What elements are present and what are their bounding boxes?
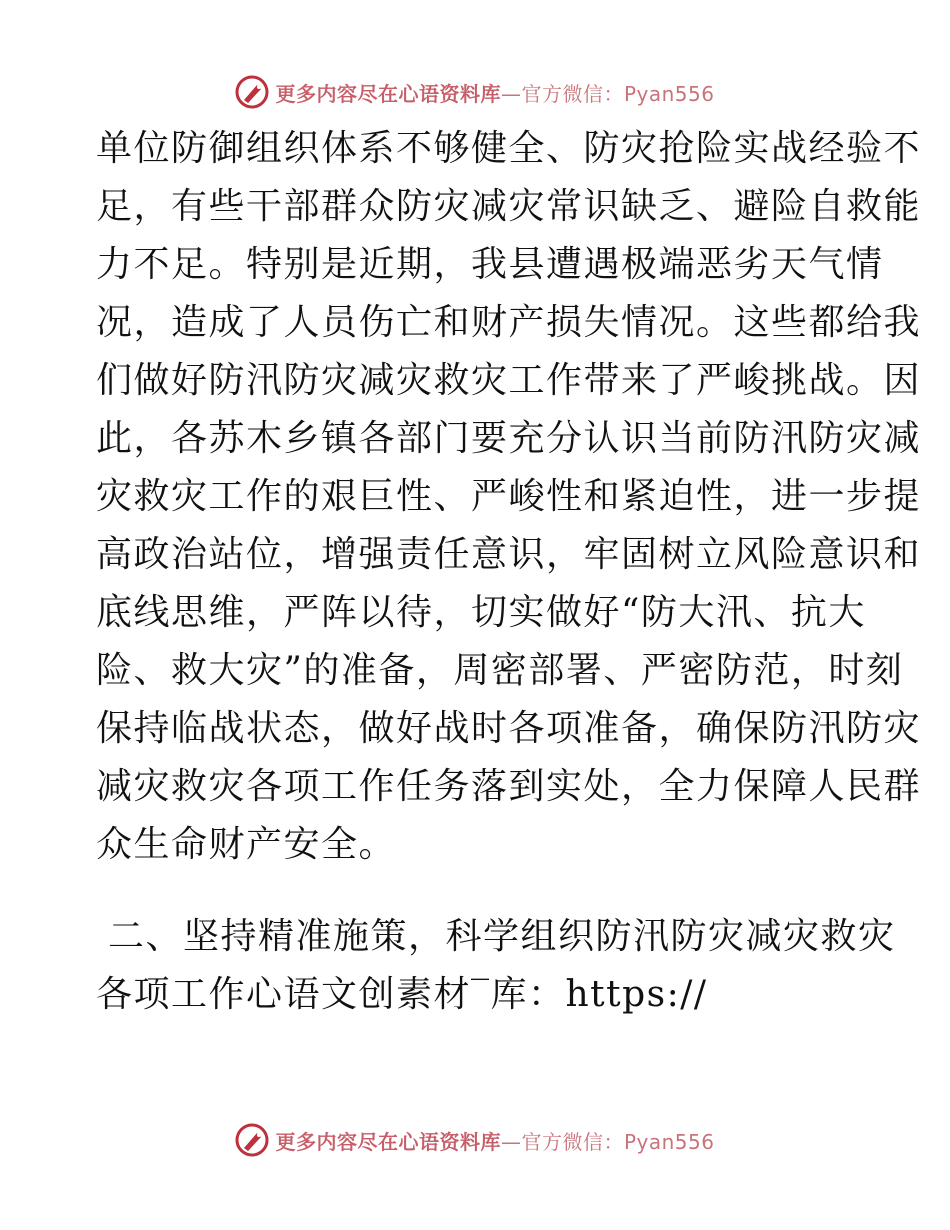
paragraph-line: 足，有些干部群众防灾减灾常识缺乏、避险自救能 <box>96 186 922 227</box>
watermark-dash: — <box>500 1129 522 1154</box>
paragraph-line: 灾救灾工作的艰巨性、严峻性和紧迫性，进一步提 <box>96 476 922 517</box>
watermark-brand: 更多内容尽在心语资料库 <box>275 1129 501 1154</box>
pen-nib-logo-icon <box>235 75 269 109</box>
paragraph-line: 保持临战状态，做好战时各项准备，确保防汛防灾 <box>96 708 922 749</box>
watermark-brand: 更多内容尽在心语资料库 <box>275 81 501 106</box>
header-watermark <box>0 72 950 112</box>
paragraph-gap <box>96 874 856 908</box>
document-body <box>96 120 922 1024</box>
paragraph-line: 们做好防汛防灾减灾救灾工作带来了严峻挑战。因 <box>96 360 922 401</box>
paragraph-line: 况，造成了人员伤亡和财产损失情况。这些都给我 <box>96 302 922 343</box>
paragraph-line: 减灾救灾各项工作任务落到实处，全力保障人民群 <box>96 766 922 807</box>
section-heading-line: 各项工作心语文创素材‾库：https:// <box>96 974 708 1015</box>
watermark-dash: — <box>500 81 522 106</box>
paragraph-line: 底线思维，严阵以待，切实做好“防大汛、抗大 <box>96 592 866 633</box>
paragraph-line: 高政治站位，增强责任意识，牢固树立风险意识和 <box>96 534 922 575</box>
section-heading-line: 二、坚持精准施策，科学组织防汛防灾减灾救灾 <box>108 916 896 957</box>
paragraph-line: 力不足。特别是近期，我县遭遇极端恶劣天气情 <box>96 244 884 285</box>
footer-watermark <box>0 1120 950 1160</box>
watermark-account: 官方微信：Pyan556 <box>521 81 715 106</box>
watermark-account: 官方微信：Pyan556 <box>521 1129 715 1154</box>
paragraph-line: 众生命财产安全。 <box>96 824 397 865</box>
paragraph-line: 单位防御组织体系不够健全、防灾抢险实战经验不 <box>96 128 922 169</box>
paragraph-line: 险、救大灾”的准备，周密部署、严密防范，时刻 <box>96 650 904 691</box>
paragraph-line: 此，各苏木乡镇各部门要充分认识当前防汛防灾减 <box>96 418 922 459</box>
pen-nib-logo-icon <box>235 1123 269 1157</box>
